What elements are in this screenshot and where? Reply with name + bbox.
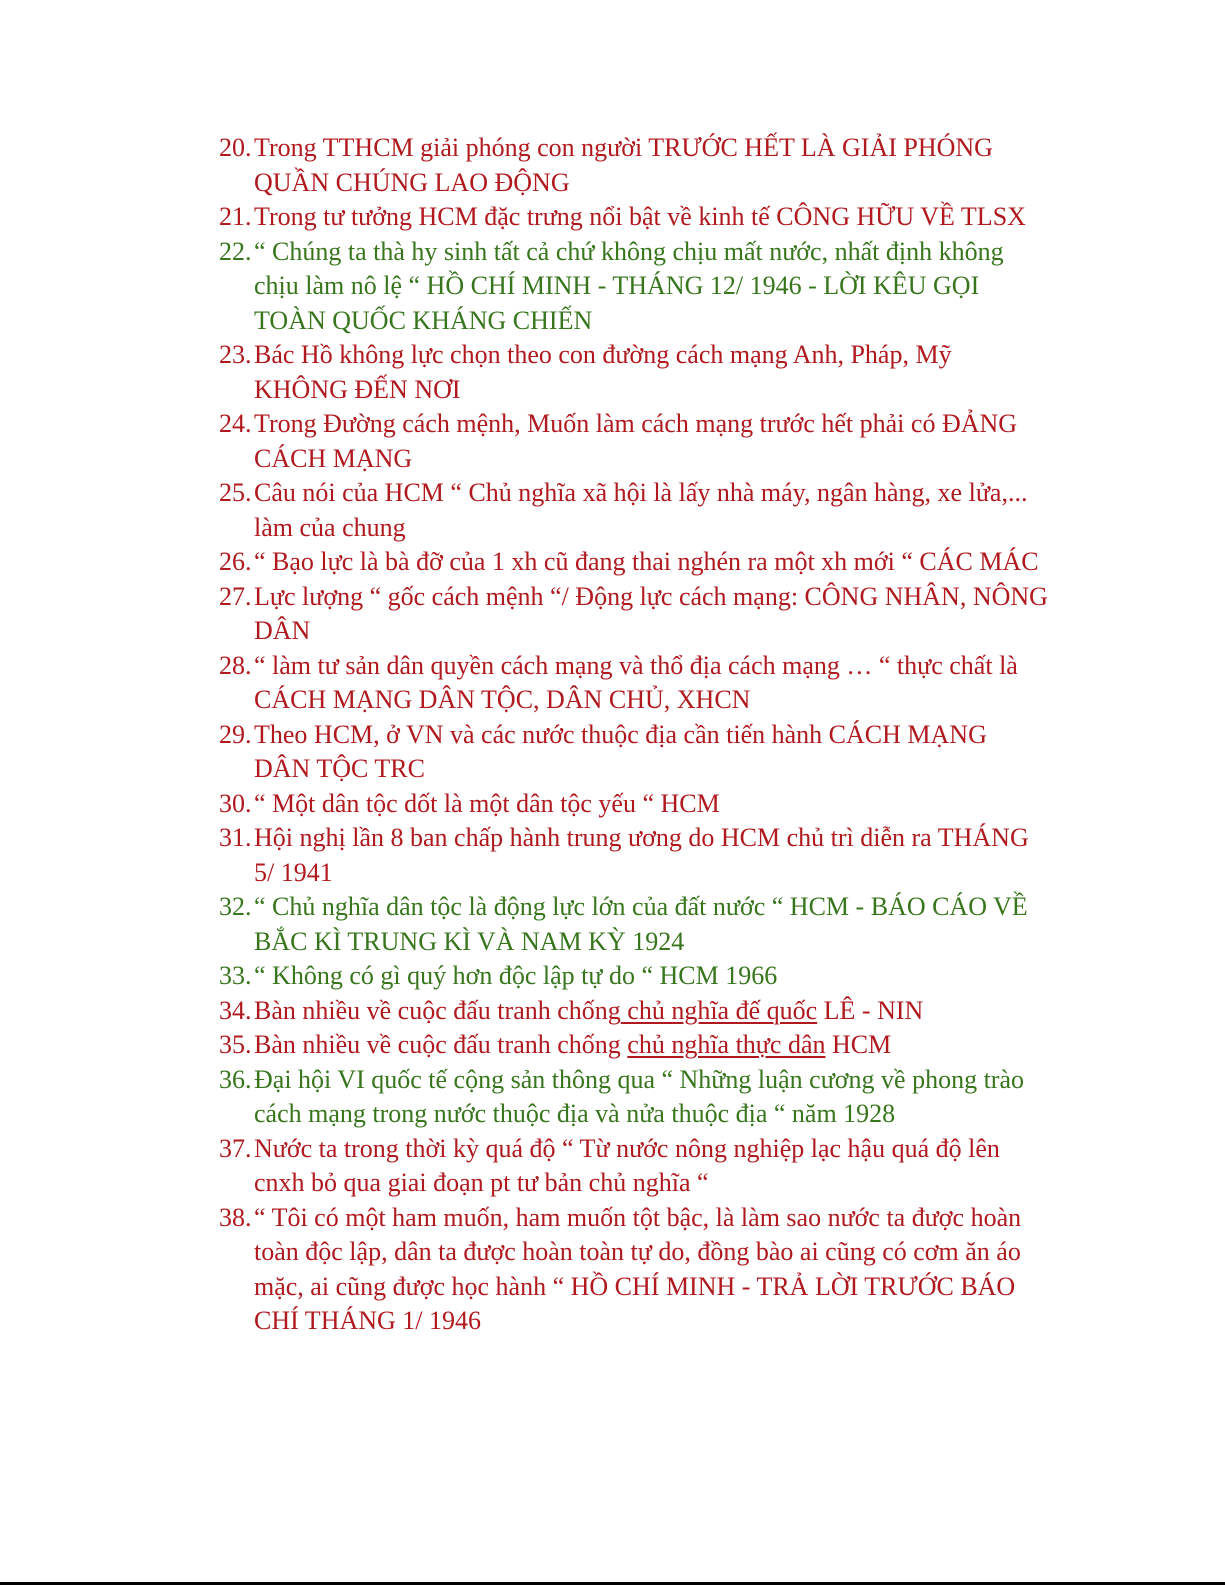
item-number: 30. — [219, 788, 252, 818]
item-text: “ làm tư sản dân quyền cách mạng và thổ địa cách mạng … “ thực chất là CÁCH MẠNG DÂN TỘC, DÂN CHỦ, XHCN — [254, 650, 1018, 714]
item-text: Nước ta trong thời kỳ quá độ “ Từ nước nông nghiệp lạc hậu quá độ lên cnxh bỏ qua giai đoạn pt tư bản chủ nghĩa “ — [254, 1133, 1000, 1197]
item-number: 35. — [219, 1030, 252, 1059]
item-text-pre: Bàn nhiều về cuộc đấu tranh chống — [254, 1030, 628, 1059]
underlined-term: chủ nghĩa thực dân — [627, 1030, 826, 1059]
list-item-36 — [219, 1063, 1049, 1132]
item-number: 20. — [219, 133, 252, 162]
item-text: Trong TTHCM giải phóng con người TRƯỚC HẾT LÀ GIẢI PHÓNG QUẦN CHÚNG LAO ĐỘNG — [254, 133, 993, 197]
list-item-32 — [219, 890, 1049, 959]
item-text: “ Chủ nghĩa dân tộc là động lực lớn của đất nước “ HCM - BÁO CÁO VỀ BẮC KÌ TRUNG KÌ VÀ NAM KỲ 1924 — [254, 892, 1028, 956]
item-number: 38. — [219, 1202, 252, 1232]
item-number: 33. — [219, 961, 252, 990]
list-item-30 — [219, 787, 1049, 822]
item-text: “ Tôi có một ham muốn, ham muốn tột bậc, là làm sao nước ta được hoàn toàn độc lập, dân ta được hoàn toàn tự do, đồng bào ai cũng có cơm ăn áo mặc, ai cũng được học hành “ HỒ CHÍ MINH - TRẢ LỜI TRƯỚC BÁO CHÍ THÁNG 1/ 1946 — [254, 1202, 1022, 1335]
list-item-38 — [219, 1201, 1049, 1339]
item-number: 24. — [219, 409, 252, 438]
item-number: 25. — [219, 478, 252, 507]
item-number: 32. — [219, 892, 252, 921]
item-text: Đại hội VI quốc tế cộng sản thông qua “ Những luận cương về phong trào cách mạng trong nước thuộc địa và nửa thuộc địa “ năm 1928 — [254, 1064, 1025, 1128]
item-text-post: HCM — [825, 1030, 892, 1059]
list-item-24 — [219, 407, 1049, 476]
numbered-list — [219, 131, 1049, 1339]
list-item-34 — [219, 994, 1049, 1029]
item-text: “ Chúng ta thà hy sinh tất cả chứ không chịu mất nước, nhất định không chịu làm nô lệ “ HỒ CHÍ MINH - THÁNG 12/ 1946 - LỜI KÊU GỌI TOÀN QUỐC KHÁNG CHIẾN — [254, 236, 1004, 335]
item-text: Theo HCM, ở VN và các nước thuộc địa cần tiến hành CÁCH MẠNG DÂN TỘC TRC — [254, 719, 987, 783]
item-number: 37. — [219, 1133, 252, 1163]
item-text: Trong tư tưởng HCM đặc trưng nổi bật về kinh tế CÔNG HỮU VỀ TLSX — [254, 202, 1026, 231]
item-number: 36. — [219, 1064, 252, 1094]
item-text-post: LÊ - NIN — [817, 995, 924, 1025]
list-item-33 — [219, 959, 1049, 994]
list-item-37 — [219, 1132, 1049, 1201]
list-item-20 — [219, 131, 1049, 200]
list-item-21 — [219, 200, 1049, 235]
list-item-25 — [219, 476, 1049, 545]
item-text: Hội nghị lần 8 ban chấp hành trung ương do HCM chủ trì diễn ra THÁNG 5/ 1941 — [254, 823, 1029, 887]
list-item-27 — [219, 580, 1049, 649]
item-number: 27. — [219, 581, 252, 611]
item-text: Câu nói của HCM “ Chủ nghĩa xã hội là lấy nhà máy, ngân hàng, xe lửa,... làm của chung — [254, 478, 1028, 542]
item-text: “ Một dân tộc dốt là một dân tộc yếu “ HCM — [254, 788, 720, 818]
item-number: 34. — [219, 995, 252, 1025]
list-item-26 — [219, 545, 1049, 580]
item-number: 21. — [219, 202, 252, 231]
item-number: 23. — [219, 340, 252, 369]
item-text: Lực lượng “ gốc cách mệnh “/ Động lực cách mạng: CÔNG NHÂN, NÔNG DÂN — [254, 581, 1048, 645]
item-text: Bác Hồ không lực chọn theo con đường cách mạng Anh, Pháp, Mỹ KHÔNG ĐẾN NƠI — [254, 340, 952, 404]
item-number: 26. — [219, 547, 252, 576]
list-item-23 — [219, 338, 1049, 407]
list-item-29 — [219, 718, 1049, 787]
list-item-31 — [219, 821, 1049, 890]
item-text: “ Bạo lực là bà đỡ của 1 xh cũ đang thai nghén ra một xh mới “ CÁC MÁC — [254, 547, 1039, 576]
list-item-35 — [219, 1028, 1049, 1063]
item-number: 28. — [219, 650, 252, 680]
item-number: 22. — [219, 236, 252, 266]
item-text: Trong Đường cách mệnh, Muốn làm cách mạng trước hết phải có ĐẢNG CÁCH MẠNG — [254, 409, 1018, 473]
item-number: 29. — [219, 719, 252, 749]
list-item-22 — [219, 235, 1049, 339]
item-number: 31. — [219, 823, 252, 852]
item-text: “ Không có gì quý hơn độc lập tự do “ HCM 1966 — [254, 961, 778, 990]
underlined-term: chủ nghĩa đế quốc — [620, 995, 818, 1025]
item-text-pre: Bàn nhiều về cuộc đấu tranh chống — [254, 995, 621, 1025]
list-item-28 — [219, 649, 1049, 718]
